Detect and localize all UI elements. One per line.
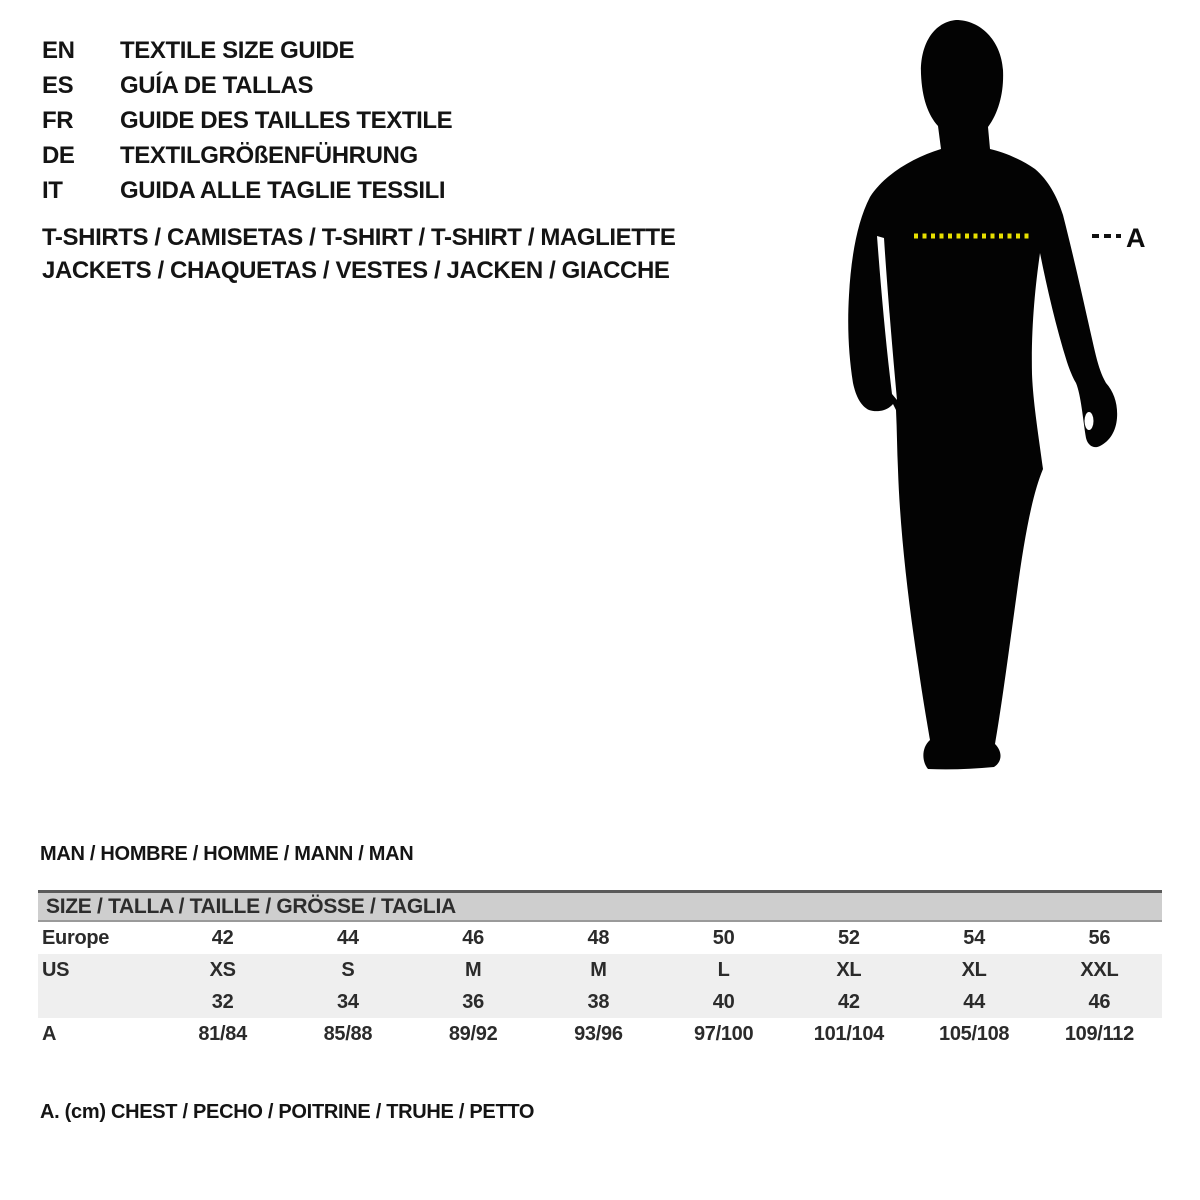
table-row-europe bbox=[38, 922, 1162, 954]
table-cell: 32 bbox=[211, 990, 234, 1013]
language-label: GUIDA ALLE TAGLIE TESSILI bbox=[120, 177, 446, 204]
section-title: MAN / HOMBRE / HOMME / MANN / MAN bbox=[40, 843, 414, 865]
man-silhouette-svg bbox=[830, 10, 1170, 800]
product-line: T-SHIRTS / CAMISETAS / T-SHIRT / T-SHIRT / MAGLIETTE bbox=[42, 224, 676, 251]
table-cell: 81/84 bbox=[198, 1022, 247, 1045]
size-table-header: SIZE / TALLA / TAILLE / GRÖSSE / TAGLIA bbox=[38, 890, 1162, 922]
language-code: EN bbox=[42, 37, 75, 64]
table-cell: 101/104 bbox=[813, 1022, 884, 1045]
language-row bbox=[42, 33, 452, 68]
language-code: DE bbox=[42, 142, 75, 169]
table-cell: 46 bbox=[1088, 990, 1111, 1013]
table-cell: 85/88 bbox=[323, 1022, 373, 1045]
table-cell: 50 bbox=[712, 926, 735, 949]
language-row bbox=[42, 173, 452, 208]
table-row-chest bbox=[38, 1018, 1162, 1050]
language-list bbox=[42, 33, 452, 208]
table-cell: 42 bbox=[211, 926, 234, 949]
language-row bbox=[42, 103, 452, 138]
language-code: ES bbox=[42, 72, 74, 99]
table-cell: 38 bbox=[587, 990, 610, 1013]
size-table bbox=[38, 890, 1162, 1050]
product-line: JACKETS / CHAQUETAS / VESTES / JACKEN / GIACCHE bbox=[42, 257, 670, 284]
language-code: IT bbox=[42, 177, 63, 204]
table-cell: L bbox=[717, 958, 730, 981]
table-cell: XXL bbox=[1080, 958, 1119, 981]
language-label: TEXTILE SIZE GUIDE bbox=[120, 37, 355, 64]
language-label: TEXTILGRÖßENFÜHRUNG bbox=[120, 142, 418, 169]
table-row-numeric bbox=[38, 986, 1162, 1018]
table-cell: 44 bbox=[337, 926, 359, 949]
table-cell: 89/92 bbox=[448, 1022, 498, 1045]
man-figure bbox=[830, 10, 1170, 800]
man-silhouette bbox=[848, 20, 1117, 769]
table-cell: 48 bbox=[587, 926, 610, 949]
table-cell: XL bbox=[836, 958, 862, 981]
table-cell: 56 bbox=[1088, 926, 1111, 949]
table-cell: 34 bbox=[337, 990, 359, 1013]
table-cell: 97/100 bbox=[693, 1022, 754, 1045]
table-row-us bbox=[38, 954, 1162, 986]
language-label: GUIDE DES TAILLES TEXTILE bbox=[120, 107, 453, 134]
table-cell: 54 bbox=[963, 926, 985, 949]
table-cell: 44 bbox=[963, 990, 985, 1013]
table-cell: 40 bbox=[712, 990, 735, 1013]
language-code: FR bbox=[42, 107, 74, 134]
table-cell: M bbox=[590, 958, 607, 981]
row-label: Europe bbox=[42, 926, 110, 949]
table-cell: M bbox=[464, 958, 482, 981]
product-categories bbox=[42, 221, 675, 287]
table-cell: XL bbox=[961, 958, 987, 981]
table-cell: 42 bbox=[838, 990, 860, 1013]
table-cell: 46 bbox=[462, 926, 484, 949]
language-row bbox=[42, 138, 452, 173]
language-row bbox=[42, 68, 452, 103]
table-cell: 52 bbox=[838, 926, 860, 949]
measure-a-label: A bbox=[1126, 223, 1146, 253]
table-cell: S bbox=[341, 958, 355, 981]
table-cell: 109/112 bbox=[1064, 1022, 1134, 1045]
table-cell: 36 bbox=[462, 990, 484, 1013]
row-label: A bbox=[42, 1022, 57, 1045]
table-cell: 93/96 bbox=[574, 1022, 623, 1045]
row-label: US bbox=[42, 958, 70, 981]
table-cell: XS bbox=[209, 958, 236, 981]
table-cell: 105/108 bbox=[939, 1022, 1010, 1045]
measurement-footnote: A. (cm) CHEST / PECHO / POITRINE / TRUHE / PETTO bbox=[40, 1101, 535, 1123]
hand-notch bbox=[1085, 412, 1094, 430]
language-label: GUÍA DE TALLAS bbox=[120, 72, 314, 99]
